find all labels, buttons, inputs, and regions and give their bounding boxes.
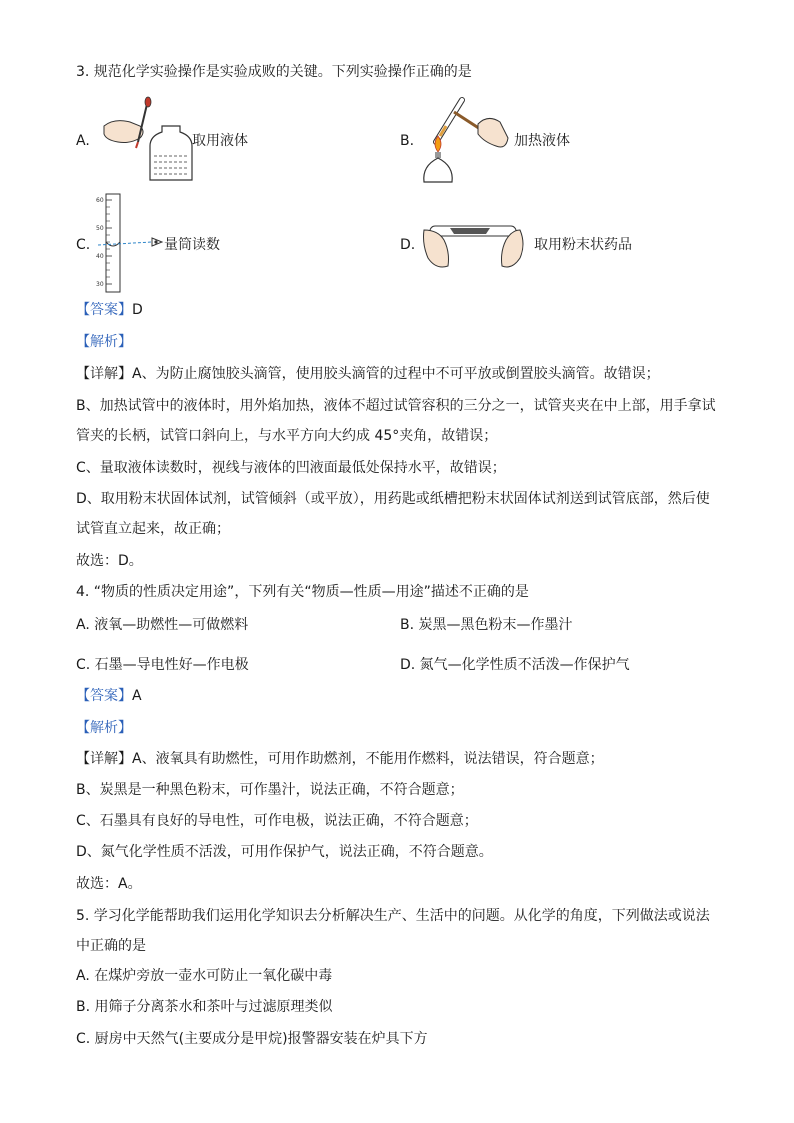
cylinder-tick-label-50: 50 [96, 225, 104, 232]
q5-option-c: C. 厨房中天然气(主要成分是甲烷)报警器安装在炉具下方 [76, 1031, 428, 1047]
dropper-into-bottle-figure [100, 96, 196, 184]
q3-option-b-letter: B. [400, 133, 415, 149]
q3-stem: 3. 规范化学实验操作是实验成败的关键。下列实验操作正确的是 [76, 64, 472, 80]
q5-option-a: A. 在煤炉旁放一壶水可防止一氧化碳中毒 [76, 968, 333, 984]
q4-option-d: D. 氮气—化学性质不活泼—作保护气 [400, 657, 630, 673]
q4-analysis-tag [76, 718, 132, 738]
q4-detail-line-1 [76, 749, 604, 769]
q3-detail-line-2: B、加热试管中的液体时，用外焰加热，液体不超过试管容积的三分之一，试管夹夹在中上部，用手拿试 [76, 398, 716, 414]
detail-tag: 【详解】 [76, 751, 132, 767]
q4-detail-line-3: C、石墨具有良好的导电性，可作电极，说法正确，不符合题意； [76, 813, 478, 829]
answer-tag: 【答案】 [76, 688, 132, 704]
heating-test-tube-figure [416, 94, 512, 186]
detail-text: A、为防止腐蚀胶头滴管，使用胶头滴管的过程中不可平放或倒置胶头滴管。故错误； [132, 366, 660, 382]
q3-analysis-tag [76, 332, 132, 352]
answer-tag: 【答案】 [76, 302, 132, 318]
detail-text: A、液氧具有助燃性，可用作助燃剂，不能用作燃料，说法错误，符合题意； [132, 751, 604, 767]
answer-value: A [132, 688, 142, 704]
q3-detail-line-3: 管夹的长柄，试管口斜向上，与水平方向大约成 45°夹角，故错误； [76, 428, 498, 444]
analysis-tag: 【解析】 [76, 334, 132, 350]
q5-stem-line-2: 中正确的是 [76, 938, 146, 954]
q4-option-b: B. 炭黑—黑色粉末—作墨汁 [400, 617, 573, 633]
cylinder-tick-label-30: 30 [96, 281, 104, 288]
q4-option-c: C. 石墨—导电性好—作电极 [76, 657, 249, 673]
answer-value: D [132, 302, 143, 318]
cylinder-tick-label-40: 40 [96, 253, 104, 260]
q5-option-b: B. 用筛子分离茶水和茶叶与过滤原理类似 [76, 999, 333, 1015]
graduated-cylinder-figure [96, 190, 166, 294]
q3-option-a-letter: A. [76, 133, 90, 149]
detail-tag: 【详解】 [76, 366, 132, 382]
cylinder-tick-label-60: 60 [96, 197, 104, 204]
q3-option-d-caption: 取用粉末状药品 [534, 237, 632, 253]
q3-option-d-letter: D. [400, 237, 416, 253]
q3-conclusion: 故选：D。 [76, 553, 143, 569]
q4-option-a: A. 液氧—助燃性—可做燃料 [76, 617, 249, 633]
q3-detail-line-4: C、量取液体读数时，视线与液体的凹液面最低处保持水平，故错误； [76, 460, 506, 476]
q3-option-a-caption: 取用液体 [192, 133, 248, 149]
q4-detail-line-2: B、炭黑是一种黑色粉末，可作墨汁，说法正确，不符合题意； [76, 782, 464, 798]
q4-stem: 4. “物质的性质决定用途”，下列有关“物质—性质—用途”描述不正确的是 [76, 584, 529, 600]
q5-stem-line-1: 5. 学习化学能帮助我们运用化学知识去分析解决生产、生活中的问题。从化学的角度，下列做法或说法 [76, 908, 710, 924]
q3-option-b-caption: 加热液体 [514, 133, 570, 149]
q3-detail-line-1 [76, 364, 660, 384]
q3-detail-line-5: D、取用粉末状固体试剂，试管倾斜（或平放），用药匙或纸槽把粉末状固体试剂送到试管底部，然后使 [76, 491, 710, 507]
q3-detail-line-6: 试管直立起来，故正确； [76, 521, 230, 537]
q3-option-c-letter: C. [76, 237, 91, 253]
analysis-tag: 【解析】 [76, 720, 132, 736]
q4-answer [76, 686, 142, 706]
powder-into-test-tube-figure [420, 214, 530, 272]
q4-detail-line-4: D、氮气化学性质不活泼，可用作保护气，说法正确，不符合题意。 [76, 844, 493, 860]
q4-conclusion: 故选：A。 [76, 876, 142, 892]
q3-answer [76, 300, 143, 320]
q3-option-c-caption: 量筒读数 [164, 237, 220, 253]
